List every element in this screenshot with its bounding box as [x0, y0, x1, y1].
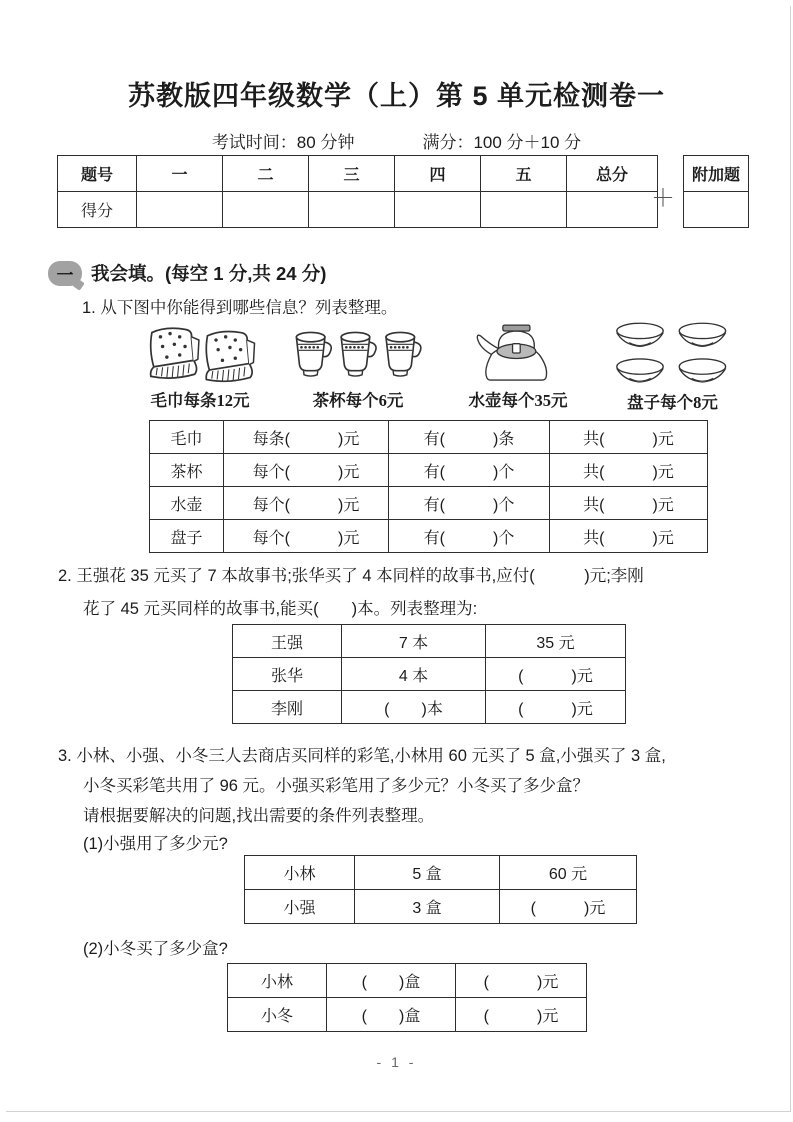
exam-meta	[0, 128, 793, 153]
teacups-icon	[294, 330, 422, 386]
figure-caption: 毛巾每条12元	[150, 391, 250, 410]
table-cell: 共( )元	[550, 421, 708, 454]
kettle-icon	[461, 320, 576, 386]
table-cell: 水壶	[150, 487, 224, 520]
figure-kettle	[448, 320, 588, 411]
table-cell: 4 本	[342, 658, 486, 691]
question-3-line1: 3. 小林、小强、小冬三人去商店买同样的彩笔,小林用 60 元买了 5 盒,小强买了 3 盒,	[58, 747, 666, 765]
figure-caption: 水壶每个35元	[468, 391, 568, 410]
table-row	[150, 454, 708, 487]
page-number: - 1 -	[376, 1054, 417, 1070]
table-row	[58, 156, 658, 192]
full-score-label: 满分：100 分＋10 分	[422, 133, 582, 152]
q2-data-table	[232, 624, 626, 724]
score-header-cell: 四	[395, 156, 481, 192]
table-row	[245, 890, 637, 924]
score-header-cell: 二	[223, 156, 309, 192]
table-cell: 王强	[233, 625, 342, 658]
page-edge-line	[6, 1111, 791, 1112]
table-cell: 35 元	[486, 625, 626, 658]
table-cell: 小林	[245, 856, 355, 890]
table-row	[684, 192, 749, 228]
question-1-prompt: 1. 从下图中你能得到哪些信息？列表整理。	[82, 299, 398, 317]
table-cell: ( )元	[456, 998, 587, 1032]
figure-caption: 盘子每个8元	[627, 393, 718, 412]
table-cell: 3 盒	[355, 890, 500, 924]
section-one-heading	[48, 260, 326, 286]
score-header-cell: 一	[137, 156, 223, 192]
table-cell: 共( )元	[550, 487, 708, 520]
section-title: 我会填。(每空 1 分,共 24 分)	[91, 263, 327, 284]
figure-towels	[138, 324, 262, 411]
score-header-cell: 五	[481, 156, 567, 192]
table-row	[228, 964, 587, 998]
score-blank-cell	[567, 192, 658, 228]
bonus-score-table	[683, 155, 749, 228]
figure-teacups	[290, 330, 426, 411]
figure-plates	[600, 322, 745, 413]
table-cell: 有( )个	[389, 520, 550, 553]
table-row	[233, 658, 626, 691]
section-number-badge: 一	[48, 261, 82, 286]
q3-sub1-table	[244, 855, 637, 924]
table-cell: 小林	[228, 964, 327, 998]
table-cell: ( )盒	[327, 998, 456, 1032]
score-table	[57, 155, 658, 228]
table-cell: 每条( )元	[224, 421, 389, 454]
table-cell: 60 元	[500, 856, 637, 890]
table-cell: 7 本	[342, 625, 486, 658]
table-cell: 李刚	[233, 691, 342, 724]
page-edge-line	[790, 6, 791, 1112]
score-header-cell: 三	[309, 156, 395, 192]
score-blank-cell	[395, 192, 481, 228]
score-blank-cell	[137, 192, 223, 228]
table-cell: 张华	[233, 658, 342, 691]
question-2-line2: 花了 45 元买同样的故事书,能买( )本。列表整理为:	[83, 600, 478, 618]
exam-time-label: 考试时间：80 分钟	[211, 133, 355, 152]
table-cell: ( )元	[486, 658, 626, 691]
table-cell: 有( )个	[389, 487, 550, 520]
question-3-line3: 请根据要解决的问题,找出需要的条件列表整理。	[83, 807, 435, 825]
bonus-header-cell: 附加题	[684, 156, 749, 192]
plates-icon	[605, 322, 741, 388]
table-row	[58, 192, 658, 228]
table-cell: 小强	[245, 890, 355, 924]
plus-sign: ＋	[651, 185, 675, 212]
table-row	[233, 625, 626, 658]
score-blank-cell	[223, 192, 309, 228]
question-3-sub2: (2)小冬买了多少盒?	[83, 940, 228, 958]
table-row	[150, 487, 708, 520]
score-blank-cell	[481, 192, 567, 228]
question-2-line1: 2. 王强花 35 元买了 7 本故事书;张华买了 4 本同样的故事书,应付( )元;李刚	[58, 567, 644, 585]
table-row	[233, 691, 626, 724]
table-cell: 有( )个	[389, 454, 550, 487]
table-row	[684, 156, 749, 192]
score-header-cell: 题号	[58, 156, 137, 192]
table-row	[245, 856, 637, 890]
table-cell: 茶杯	[150, 454, 224, 487]
table-cell: 共( )元	[550, 454, 708, 487]
table-cell: 5 盒	[355, 856, 500, 890]
table-cell: ( )本	[342, 691, 486, 724]
table-cell: 有( )条	[389, 421, 550, 454]
table-cell: 每个( )元	[224, 520, 389, 553]
table-row	[150, 520, 708, 553]
table-cell: 小冬	[228, 998, 327, 1032]
page-title: 苏教版四年级数学（上）第 5 单元检测卷一	[127, 81, 666, 111]
score-row-label: 得分	[58, 192, 137, 228]
score-header-cell: 总分	[567, 156, 658, 192]
figure-caption: 茶杯每个6元	[312, 391, 404, 410]
bonus-blank-cell	[684, 192, 749, 228]
table-cell: ( )盒	[327, 964, 456, 998]
q1-data-table	[149, 420, 708, 553]
q3-sub2-table	[227, 963, 587, 1032]
score-blank-cell	[309, 192, 395, 228]
table-row	[228, 998, 587, 1032]
table-cell: 毛巾	[150, 421, 224, 454]
question-3-sub1: (1)小强用了多少元?	[83, 835, 228, 853]
table-cell: 盘子	[150, 520, 224, 553]
question-3-line2: 小冬买彩笔共用了 96 元。小强买彩笔用了多少元？小冬买了多少盒？	[83, 777, 590, 795]
towels-icon	[144, 324, 256, 386]
table-cell: 每个( )元	[224, 487, 389, 520]
table-cell: ( )元	[486, 691, 626, 724]
table-cell: 共( )元	[550, 520, 708, 553]
table-cell: 每个( )元	[224, 454, 389, 487]
table-row	[150, 421, 708, 454]
table-cell: ( )元	[500, 890, 637, 924]
table-cell: ( )元	[456, 964, 587, 998]
